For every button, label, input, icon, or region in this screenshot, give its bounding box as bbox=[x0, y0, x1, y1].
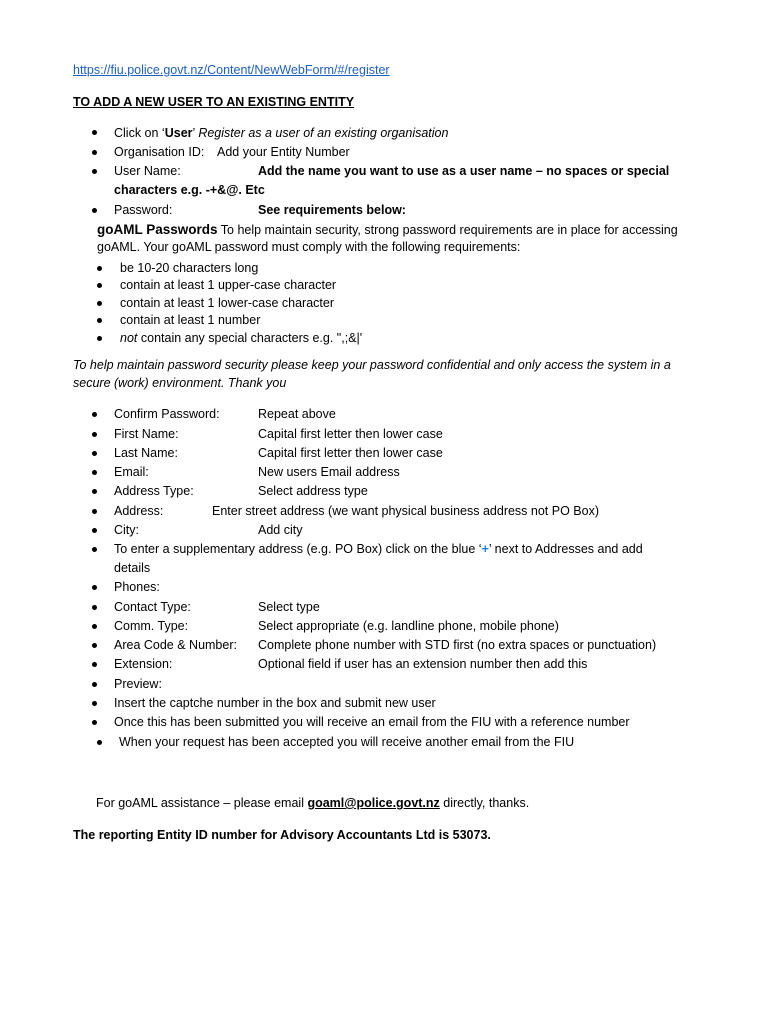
assistance-text: For goAML assistance – please email bbox=[96, 796, 308, 810]
security-note: To help maintain password security please keep your password confidential and only access the system in a bbox=[73, 358, 671, 372]
step-value: Add your Entity Number bbox=[217, 145, 350, 159]
step-supplementary-address bbox=[114, 541, 643, 557]
password-requirement: contain at least 1 lower-case character bbox=[120, 296, 334, 310]
step-label: Password: bbox=[114, 203, 173, 217]
step-label: Last Name: bbox=[114, 446, 178, 460]
password-requirement: be 10-20 characters long bbox=[120, 261, 259, 275]
step-text: Insert the captche number in the box and submit new user bbox=[114, 696, 436, 710]
bullet-icon bbox=[92, 432, 97, 437]
bullet-icon bbox=[92, 150, 97, 155]
step-value: See requirements below: bbox=[258, 203, 406, 217]
bullet-icon bbox=[92, 470, 97, 475]
bullet-icon bbox=[97, 318, 102, 323]
step-label: Phones: bbox=[114, 580, 160, 594]
step-value: Optional field if user has an extension number then add this bbox=[258, 657, 588, 671]
password-intro-text: To help maintain security, strong password requirements are in place for accessing bbox=[217, 223, 678, 237]
password-requirement: contain at least 1 number bbox=[120, 313, 261, 327]
step-bold: User bbox=[164, 126, 193, 140]
step-value: Add city bbox=[258, 523, 303, 537]
bullet-icon bbox=[92, 489, 97, 494]
bullet-icon bbox=[97, 301, 102, 306]
bullet-icon bbox=[97, 740, 102, 745]
step-value-cont: characters e.g. -+&@. Etc bbox=[114, 183, 265, 197]
bullet-icon bbox=[92, 585, 97, 590]
step-label: Extension: bbox=[114, 657, 173, 671]
step-value: Repeat above bbox=[258, 407, 336, 421]
bullet-icon bbox=[92, 720, 97, 725]
bullet-icon bbox=[92, 528, 97, 533]
bullet-icon bbox=[92, 130, 97, 135]
assistance-text: directly, thanks. bbox=[439, 796, 530, 810]
step-text: When your request has been accepted you will receive another email from the FIU bbox=[119, 735, 575, 749]
step-label: Contact Type: bbox=[114, 600, 191, 614]
bullet-icon bbox=[92, 701, 97, 706]
bullet-icon bbox=[92, 208, 97, 213]
password-title: goAML Passwords bbox=[97, 222, 218, 237]
step-click-user bbox=[114, 125, 448, 141]
step-label: Confirm Password: bbox=[114, 407, 220, 421]
bullet-icon bbox=[92, 169, 97, 174]
bullet-icon bbox=[92, 412, 97, 417]
register-url-link[interactable]: https://fiu.police.govt.nz/Content/NewWebForm/#/register bbox=[73, 63, 390, 77]
step-value: Select appropriate (e.g. landline phone, mobile phone) bbox=[258, 619, 559, 633]
bullet-icon bbox=[97, 266, 102, 271]
password-intro bbox=[97, 222, 678, 238]
step-label: User Name: bbox=[114, 164, 181, 178]
section-heading: TO ADD A NEW USER TO AN EXISTING ENTITY bbox=[73, 95, 355, 109]
entity-id-line: The reporting Entity ID number for Advisory Accountants Ltd is 53073. bbox=[73, 828, 491, 842]
step-label: Address: bbox=[114, 504, 164, 518]
password-requirement bbox=[120, 330, 362, 346]
security-note-cont: secure (work) environment. Thank you bbox=[73, 376, 287, 390]
step-label: City: bbox=[114, 523, 139, 537]
password-requirement: contain at least 1 upper-case character bbox=[120, 278, 337, 292]
step-label: Email: bbox=[114, 465, 149, 479]
step-italic: Register as a user of an existing organisation bbox=[198, 126, 449, 140]
bullet-icon bbox=[97, 283, 102, 288]
step-label: Comm. Type: bbox=[114, 619, 189, 633]
step-value: Capital first letter then lower case bbox=[258, 446, 443, 460]
step-text: To enter a supplementary address (e.g. PO Box) click on the blue ‘ bbox=[114, 542, 482, 556]
bullet-icon bbox=[92, 509, 97, 514]
password-intro-cont: goAML. Your goAML password must comply with the following requirements: bbox=[97, 240, 521, 254]
bullet-icon bbox=[92, 605, 97, 610]
step-value: Select type bbox=[258, 600, 320, 614]
bullet-icon bbox=[92, 624, 97, 629]
step-text: ’ bbox=[192, 126, 199, 140]
step-label: First Name: bbox=[114, 427, 179, 441]
requirement-italic: not bbox=[120, 331, 138, 345]
step-value: Add the name you want to use as a user name – no spaces or special bbox=[258, 164, 670, 178]
bullet-icon bbox=[92, 643, 97, 648]
step-value: Enter street address (we want physical business address not PO Box) bbox=[212, 504, 599, 518]
requirement-text: contain any special characters e.g. ",;&|' bbox=[137, 331, 363, 345]
bullet-icon bbox=[92, 547, 97, 552]
step-text-cont: details bbox=[114, 561, 151, 575]
step-text: Once this has been submitted you will receive an email from the FIU with a reference number bbox=[114, 715, 630, 729]
step-text: ’ next to Addresses and add bbox=[488, 542, 643, 556]
assistance-line bbox=[96, 795, 529, 811]
step-label: Address Type: bbox=[114, 484, 194, 498]
bullet-icon bbox=[92, 682, 97, 687]
step-label: Preview: bbox=[114, 677, 162, 691]
bullet-icon bbox=[92, 662, 97, 667]
plus-icon: + bbox=[481, 542, 489, 556]
assistance-email-link[interactable]: goaml@police.govt.nz bbox=[307, 796, 440, 810]
step-label: Area Code & Number: bbox=[114, 638, 237, 652]
bullet-icon bbox=[92, 451, 97, 456]
step-text: Click on ‘ bbox=[114, 126, 165, 140]
step-value: Capital first letter then lower case bbox=[258, 427, 443, 441]
step-label: Organisation ID: bbox=[114, 145, 205, 159]
step-value: New users Email address bbox=[258, 465, 400, 479]
step-value: Select address type bbox=[258, 484, 368, 498]
step-value: Complete phone number with STD first (no extra spaces or punctuation) bbox=[258, 638, 657, 652]
bullet-icon bbox=[97, 336, 102, 341]
